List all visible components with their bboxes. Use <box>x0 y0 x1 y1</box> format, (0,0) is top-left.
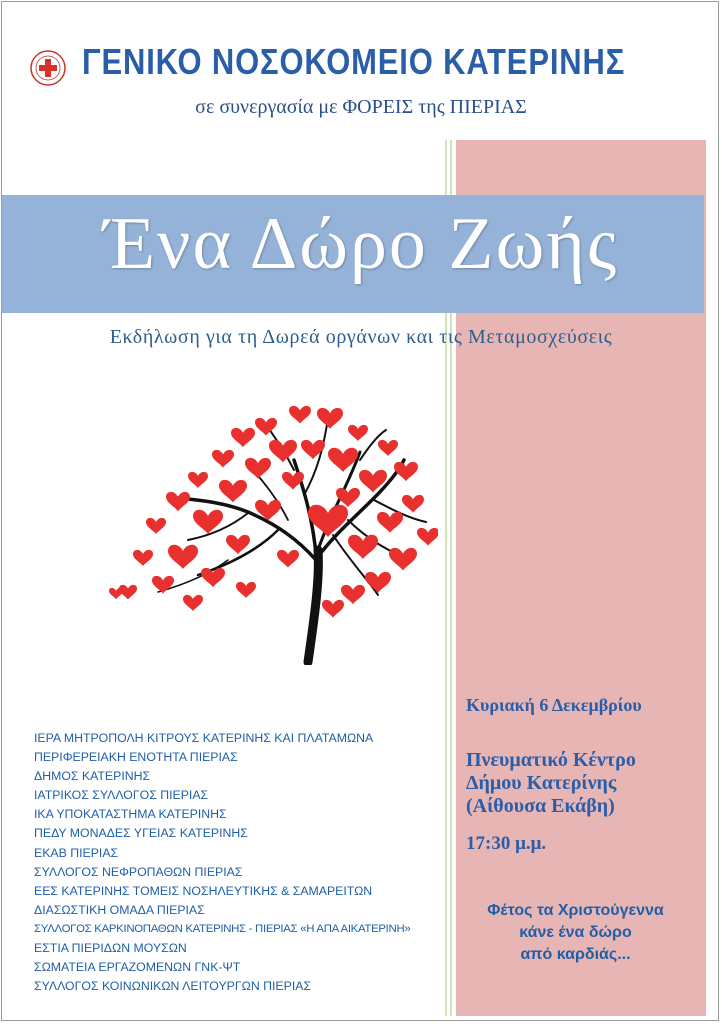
sponsor-item: ΙΚΑ ΥΠΟΚΑΤΑΣΤΗΜΑ ΚΑΤΕΡΙΝΗΣ <box>34 807 227 822</box>
sponsor-item: ΣΥΛΛΟΓΟΣ ΚΑΡΚΙΝΟΠΑΘΩΝ ΚΑΤΕΡΙΝΗΣ - ΠΙΕΡΙΑΣ «Η ΑΠΑ ΑΙΚΑΤΕΡΙΝΗ» <box>34 922 411 935</box>
sponsor-item: ΙΕΡΑ ΜΗΤΡΟΠΟΛΗ ΚΙΤΡΟΥΣ ΚΑΤΕΡΙΝΗΣ ΚΑΙ ΠΛΑΤΑΜΩΝΑ <box>34 731 374 745</box>
venue-line: (Αίθουσα Εκάβη) <box>466 795 615 817</box>
sponsor-item: ΔΗΜΟΣ ΚΑΤΕΡΙΝΗΣ <box>34 769 151 784</box>
event-venue <box>466 749 636 818</box>
sponsor-item: ΔΙΑΣΩΣΤΙΚΗ ΟΜΑΔΑ ΠΙΕΡΙΑΣ <box>34 902 205 917</box>
event-title: Ένα Δώρο Ζωής <box>103 203 619 285</box>
sponsor-item: ΠΕΡΙΦΕΡΕΙΑΚΗ ΕΝΟΤΗΤΑ ΠΙΕΡΙΑΣ <box>34 750 238 765</box>
venue-line: Δήμου Κατερίνης <box>466 772 617 794</box>
hospital-title: ΓΕΝΙΚΟ ΝΟΣΟΚΟΜΕΙΟ ΚΑΤΕΡΙΝΗΣ <box>82 41 626 82</box>
sponsor-list <box>34 729 410 996</box>
sponsor-item: ΕΕΣ ΚΑΤΕΡΙΝΗΣ ΤΟΜΕΙΣ ΝΟΣΗΛΕΥΤΙΚΗΣ & ΣΑΜΑΡΕΙΤΩΝ <box>34 883 373 898</box>
heart-tree-icon <box>108 400 438 665</box>
event-time: 17:30 μ.μ. <box>466 833 547 854</box>
slogan-line: κάνε ένα δώρο <box>519 924 632 941</box>
header-subtitle: σε συνεργασία με ΦΟΡΕΙΣ της ΠΙΕΡΙΑΣ <box>195 96 527 118</box>
sponsor-item: ΣΥΛΛΟΓΟΣ ΝΕΦΡΟΠΑΘΩΝ ΠΙΕΡΙΑΣ <box>34 864 243 879</box>
sponsor-item: ΣΥΛΛΟΓΟΣ ΚΟΙΝΩΝΙΚΩΝ ΛΕΙΤΟΥΡΓΩΝ ΠΙΕΡΙΑΣ <box>34 979 312 994</box>
sponsor-item: ΕΚΑΒ ΠΙΕΡΙΑΣ <box>34 845 119 860</box>
sponsor-item: ΕΣΤΙΑ ΠΙΕΡΙΔΩΝ ΜΟΥΣΩΝ <box>34 941 187 956</box>
sponsor-item: ΣΩΜΑΤΕΙΑ ΕΡΓΑΖΟΜΕΝΩΝ ΓΝΚ-ΨΤ <box>34 960 241 975</box>
sponsor-item: ΠΕΔΥ ΜΟΝΑΔΕΣ ΥΓΕΙΑΣ ΚΑΤΕΡΙΝΗΣ <box>34 826 248 841</box>
sponsor-item: ΙΑΤΡΙΚΟΣ ΣΥΛΛΟΓΟΣ ΠΙΕΡΙΑΣ <box>34 788 209 803</box>
red-cross-logo-icon <box>30 50 66 86</box>
venue-line: Πνευματικό Κέντρο <box>466 749 636 771</box>
slogan-line: από καρδιάς... <box>520 946 631 963</box>
event-subtitle: Εκδήλωση για τη Δωρεά οργάνων και τις Μεταμοσχεύσεις <box>109 326 613 348</box>
slogan-line: Φέτος τα Χριστούγεννα <box>487 902 664 919</box>
event-date: Κυριακή 6 Δεκεμβρίου <box>466 695 642 715</box>
slogan <box>458 900 693 966</box>
